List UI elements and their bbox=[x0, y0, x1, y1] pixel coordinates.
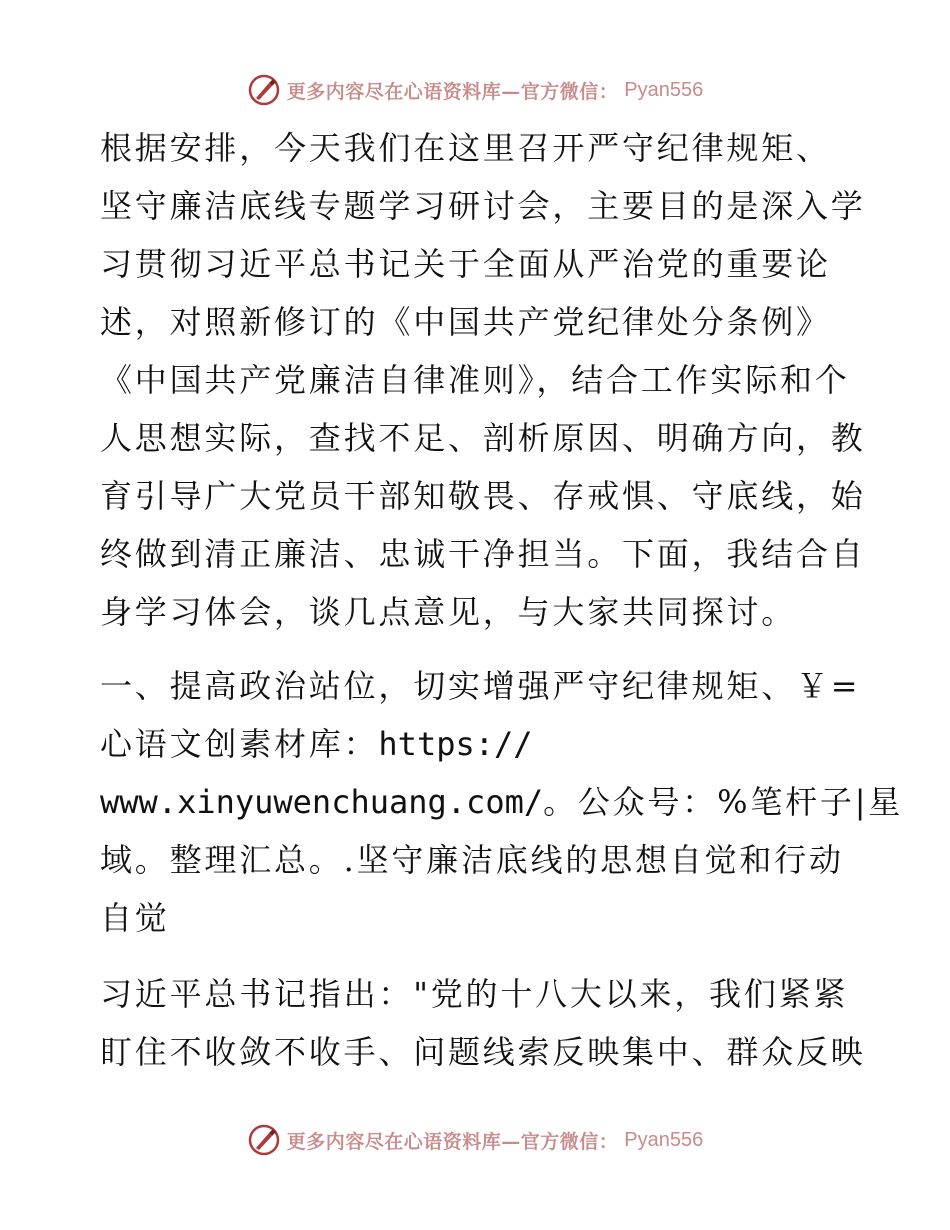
section-heading-line bbox=[100, 782, 903, 822]
pen-logo-icon bbox=[247, 1123, 281, 1157]
paragraph-line: 人思想实际，查找不足、剖析原因、明确方向，教 bbox=[100, 419, 866, 457]
quote-line: 盯住不收敛不收手、问题线索反映集中、群众反映 bbox=[100, 1033, 866, 1071]
watermark-wechat-id: Pyan556 bbox=[624, 78, 704, 101]
watermark-text: 更多内容尽在心语资料库—官方微信： bbox=[286, 1130, 619, 1153]
watermark-text: 更多内容尽在心语资料库—官方微信： bbox=[286, 80, 619, 103]
section-heading-line: 域。整理汇总。.坚守廉洁底线的思想自觉和行动 bbox=[100, 841, 844, 879]
paragraph-line: 根据安排，今天我们在这里召开严守纪律规矩、 bbox=[100, 129, 831, 167]
section-heading-line: 自觉 bbox=[100, 899, 170, 937]
pen-logo-icon bbox=[247, 73, 281, 107]
section-source-label: 心语文创素材库： bbox=[100, 725, 379, 763]
paragraph-line: 《中国共产党廉洁自律准则》，结合工作实际和个 bbox=[100, 361, 850, 399]
watermark-banner-bottom bbox=[0, 1120, 950, 1160]
paragraph-line: 坚守廉洁底线专题学习研讨会，主要目的是深入学 bbox=[100, 187, 866, 225]
section-url-part: https:// bbox=[378, 725, 533, 763]
section-url: www.xinyuwenchuang.com/ bbox=[100, 783, 544, 821]
paragraph-line: 习贯彻习近平总书记关于全面从严治党的重要论 bbox=[100, 245, 831, 283]
section-heading-line bbox=[100, 724, 533, 764]
paragraph-line: 身学习体会，谈几点意见，与大家共同探讨。 bbox=[100, 593, 797, 631]
paragraph-line: 述，对照新修订的《中国共产党纪律处分条例》 bbox=[100, 303, 831, 341]
section-heading-line: 一、提高政治站位，切实增强严守纪律规矩、￥= bbox=[100, 667, 861, 705]
section-account-label: 。公众号：%笔杆子|星 bbox=[543, 783, 904, 821]
paragraph-line: 终做到清正廉洁、忠诚干净担当。下面，我结合自 bbox=[100, 535, 866, 573]
quote-line: 习近平总书记指出："党的十八大以来，我们紧紧 bbox=[100, 975, 849, 1013]
watermark-banner-top bbox=[0, 70, 950, 110]
watermark-wechat-id: Pyan556 bbox=[624, 1128, 704, 1151]
paragraph-line: 育引导广大党员干部知敬畏、存戒惧、守底线，始 bbox=[100, 477, 866, 515]
